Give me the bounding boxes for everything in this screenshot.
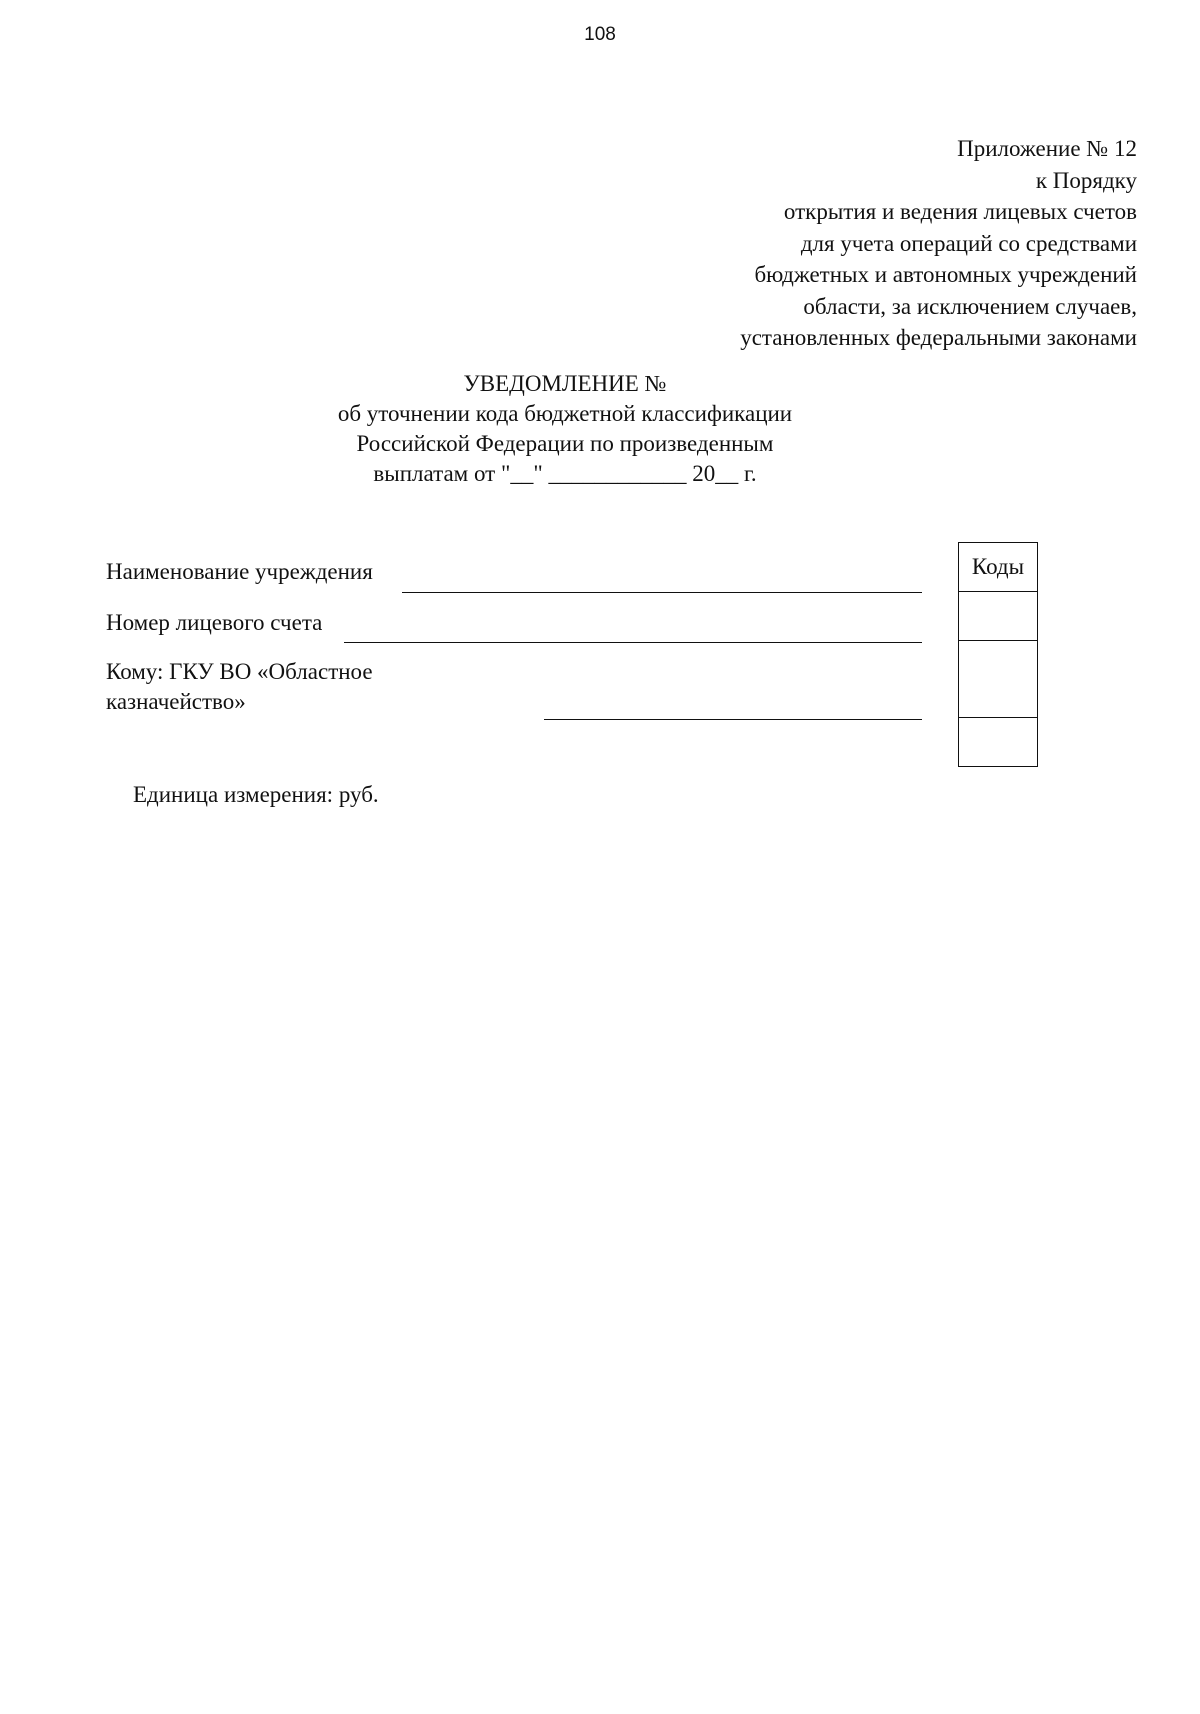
appendix-line-3: открытия и ведения лицевых счетов xyxy=(783,199,1137,224)
account-number-line xyxy=(344,642,922,643)
page-number: 108 xyxy=(584,24,616,45)
appendix-line-6: области, за исключением случаев, xyxy=(803,293,1137,319)
recipient-code-cell xyxy=(959,718,1038,767)
recipient-line xyxy=(544,719,922,720)
appendix-line-7: установленных федеральными законами xyxy=(740,325,1137,350)
account-number-label: Номер лицевого счета xyxy=(106,610,323,635)
title-line-3: выплатам от "__" ____________ 20__ г. xyxy=(373,461,757,486)
title-heading: УВЕДОМЛЕНИЕ № xyxy=(463,371,667,396)
codes-header: Коды xyxy=(959,543,1038,592)
document-title xyxy=(310,369,820,489)
unit-of-measure: Единица измерения: руб. xyxy=(133,782,379,807)
institution-code-cell xyxy=(959,592,1038,641)
recipient-label-line-1: Кому: ГКУ ВО «Областное xyxy=(106,659,373,684)
recipient-label-line-2: казначейство» xyxy=(106,689,246,714)
institution-name-label: Наименование учреждения xyxy=(106,559,373,584)
appendix-line-4: для учета операций со средствами xyxy=(800,230,1137,256)
appendix-line-2: к Порядку xyxy=(1035,167,1137,193)
codes-table xyxy=(958,542,1038,767)
appendix-line-5: бюджетных и автономных учреждений xyxy=(754,262,1137,287)
institution-name-line xyxy=(402,592,922,593)
title-line-2: Российской Федерации по произведенным xyxy=(356,431,774,456)
title-line-1: об уточнении кода бюджетной классификации xyxy=(337,401,793,426)
appendix-reference xyxy=(577,133,1137,354)
account-code-cell xyxy=(959,641,1038,718)
appendix-line-1: Приложение № 12 xyxy=(957,136,1137,161)
